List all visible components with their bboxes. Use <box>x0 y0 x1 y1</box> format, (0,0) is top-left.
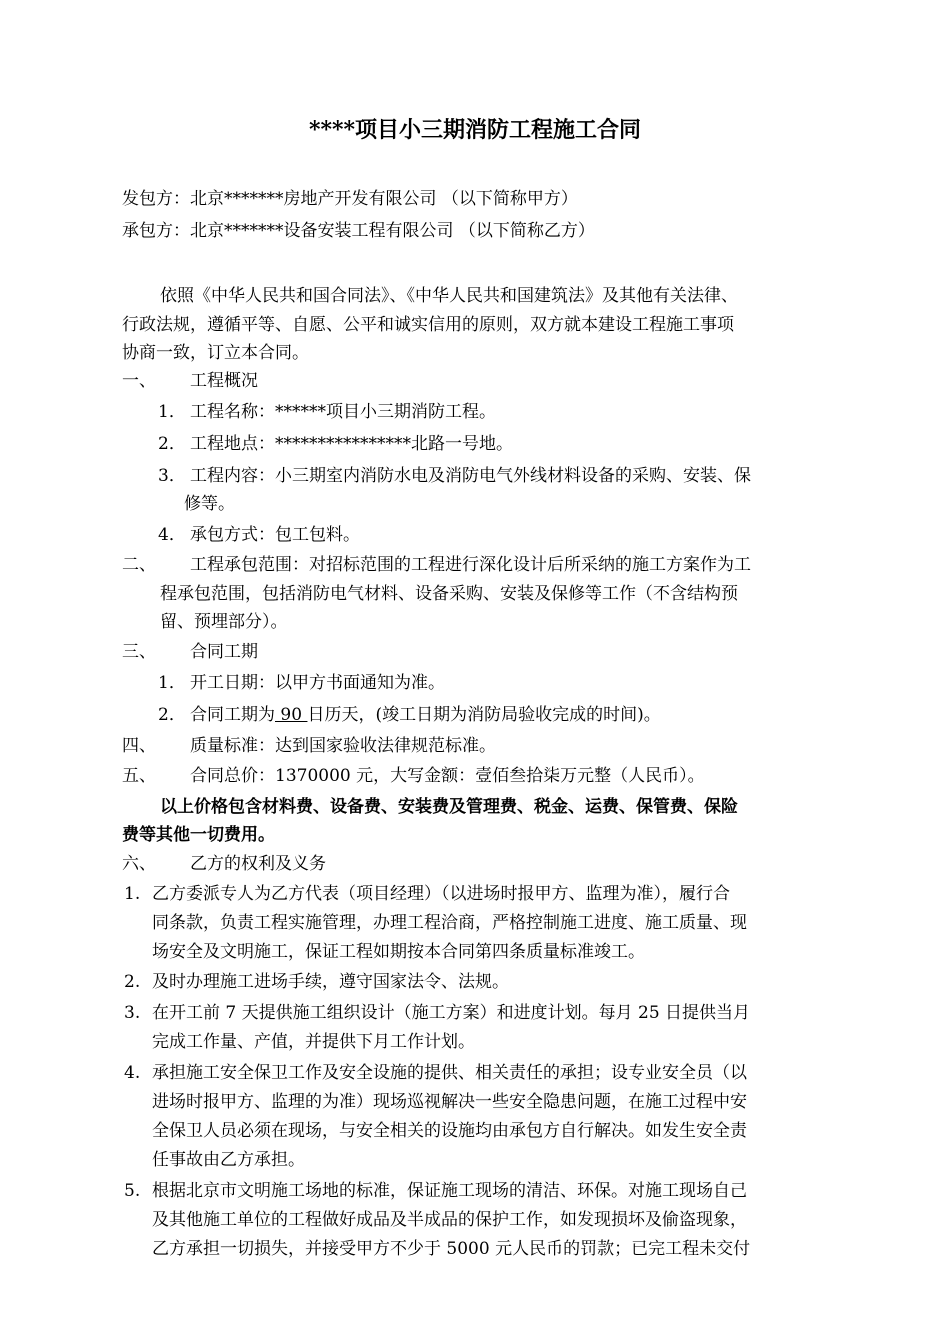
price-note-line-1: 以上价格包含材料费、设备费、安装费及管理费、税金、运费、保管费、保险 <box>160 797 738 817</box>
list-item-continuation: 任事故由乙方承担。 <box>152 1150 305 1170</box>
list-number: 2. <box>124 972 141 992</box>
list-item-continuation: 进场时报甲方、监理的为准）现场巡视解决一些安全隐患问题，在施工过程中安 <box>152 1092 747 1112</box>
list-item-continuation: 同条款，负责工程实施管理，办理工程洽商，严格控制施工进度、施工质量、现 <box>152 913 747 933</box>
list-number: 4． <box>158 525 186 545</box>
list-item-continuation: 及其他施工单位的工程做好成品及半成品的保护工作，如发现损坏及偷盗现象， <box>152 1210 747 1230</box>
preamble-line-3: 协商一致，订立本合同。 <box>122 343 309 363</box>
list-number: 5. <box>124 1181 141 1201</box>
section-heading: 工程概况 <box>190 371 258 391</box>
list-number: 4. <box>124 1063 141 1083</box>
list-item-continuation: 修等。 <box>184 494 235 514</box>
section-number: 三、 <box>122 642 156 662</box>
list-item: 工程内容：小三期室内消防水电及消防电气外线材料设备的采购、安装、保 <box>190 466 751 486</box>
list-item: 开工日期：以甲方书面通知为准。 <box>190 673 445 693</box>
list-number: 1． <box>158 402 186 422</box>
section-text: 工程承包范围：对招标范围的工程进行深化设计后所采纳的施工方案作为工 <box>190 555 751 575</box>
section-number: 六、 <box>122 854 156 874</box>
section-text: 合同总价：1370000 元，大写金额：壹佰叁拾柒万元整（人民币）。 <box>190 766 705 786</box>
list-number: 1. <box>124 884 141 904</box>
list-item: 及时办理施工进场手续，遵守国家法令、法规。 <box>152 972 509 992</box>
list-number: 1． <box>158 673 186 693</box>
duration-days: 90 <box>275 705 308 725</box>
section-heading: 合同工期 <box>190 642 258 662</box>
list-item: 承担施工安全保卫工作及安全设施的提供、相关责任的承担；设专业安全员（以 <box>152 1063 747 1083</box>
section-number: 二、 <box>122 555 156 575</box>
list-item: 工程名称：******项目小三期消防工程。 <box>190 402 496 422</box>
section-text: 留、预埋部分）。 <box>160 612 288 632</box>
duration-prefix: 合同工期为 <box>190 705 275 725</box>
list-item: 在开工前 7 天提供施工组织设计（施工方案）和进度计划。每月 25 日提供当月 <box>152 1003 751 1023</box>
list-item: 根据北京市文明施工场地的标准，保证施工现场的清洁、环保。对施工现场自己 <box>152 1181 747 1201</box>
list-number: 2． <box>158 434 186 454</box>
section-text: 程承包范围，包括消防电气材料、设备采购、安装及保修等工作（不含结构预 <box>160 584 738 604</box>
section-text: 质量标准：达到国家验收法律规范标准。 <box>190 736 496 756</box>
list-item: 乙方委派专人为乙方代表（项目经理）（以进场时报甲方、监理为准），履行合 <box>152 884 730 904</box>
list-number: 2． <box>158 705 186 725</box>
section-number: 一、 <box>122 371 156 391</box>
list-item: 工程地点：****************北路一号地。 <box>190 434 513 454</box>
duration-suffix: 日历天，(竣工日期为消防局验收完成的时间)。 <box>307 705 661 725</box>
list-item-continuation: 乙方承担一切损失，并接受甲方不少于 5000 元人民币的罚款；已完工程未交付 <box>152 1239 751 1259</box>
list-item-continuation: 场安全及文明施工，保证工程如期按本合同第四条质量标准竣工。 <box>152 942 645 962</box>
preamble-line-2: 行政法规，遵循平等、自愿、公平和诚实信用的原则，双方就本建设工程施工事项 <box>122 315 734 335</box>
list-item-continuation: 全保卫人员必须在现场，与安全相关的设施均由承包方自行解决。如发生安全责 <box>152 1121 747 1141</box>
price-note-line-2: 费等其他一切费用。 <box>122 825 275 845</box>
contractor-line: 承包方：北京*******设备安装工程有限公司 （以下简称乙方） <box>122 221 595 241</box>
preamble-line-1: 依照《中华人民共和国合同法》、《中华人民共和国建筑法》及其他有关法律、 <box>160 286 738 306</box>
section-number: 四、 <box>122 736 156 756</box>
page-title: ****项目小三期消防工程施工合同 <box>308 117 642 143</box>
list-item <box>190 703 661 727</box>
section-heading: 乙方的权利及义务 <box>190 854 326 874</box>
list-item-continuation: 完成工作量、产值，并提供下月工作计划。 <box>152 1032 475 1052</box>
list-item: 承包方式：包工包料。 <box>190 525 360 545</box>
employer-line: 发包方：北京*******房地产开发有限公司 （以下简称甲方） <box>122 189 578 209</box>
list-number: 3. <box>124 1003 141 1023</box>
list-number: 3． <box>158 466 186 486</box>
section-number: 五、 <box>122 766 156 786</box>
